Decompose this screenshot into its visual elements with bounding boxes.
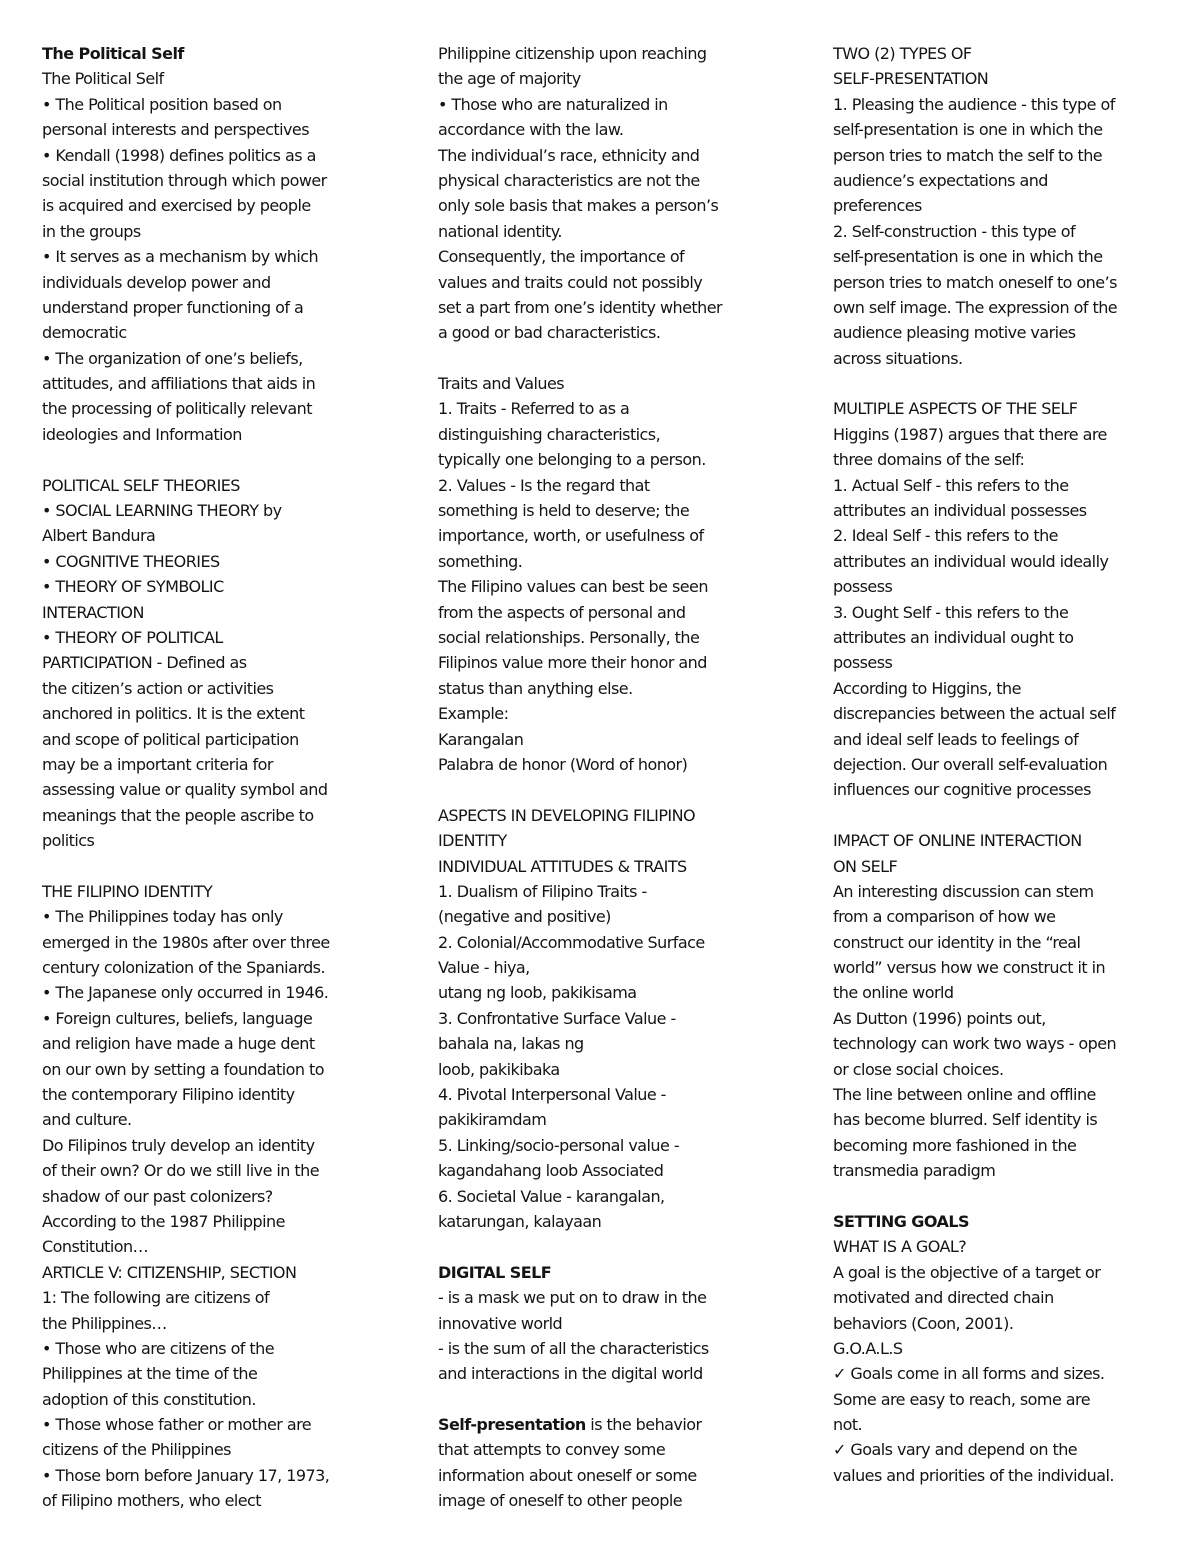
text-line: self-presentation is one in which the — [833, 120, 1103, 140]
text-line: Value - hiya, — [438, 958, 530, 978]
text-line: or close social choices. — [833, 1059, 1004, 1079]
text-line: distinguishing characteristics, — [438, 424, 661, 444]
text-line: INDIVIDUAL ATTITUDES & TRAITS — [438, 856, 687, 876]
text-line: adoption of this constitution. — [42, 1389, 256, 1409]
text-line: The Filipino values can best be seen — [438, 577, 708, 597]
text-line: Constitution… — [42, 1237, 149, 1257]
text-line: behaviors (Coon, 2001). — [833, 1313, 1014, 1333]
text-line: from a comparison of how we — [833, 907, 1056, 927]
text-line: utang ng loob, pakikisama — [438, 983, 637, 1003]
text-line: 4. Pivotal Interpersonal Value - — [438, 1085, 666, 1105]
text-line: image of oneself to other people — [438, 1491, 683, 1511]
text-line: Higgins (1987) argues that there are — [833, 424, 1107, 444]
text-line: dejection. Our overall self-evaluation — [833, 754, 1108, 774]
text-line: politics — [42, 831, 95, 851]
text-line: attributes an individual ought to — [833, 627, 1074, 647]
text-line: • THEORY OF SYMBOLIC — [42, 577, 224, 597]
blank-line — [833, 803, 1178, 828]
text-line: attributes an individual would ideally — [833, 551, 1109, 571]
blank-line — [438, 1234, 783, 1259]
text-line: importance, worth, or usefulness of — [438, 526, 704, 546]
text-line: ✓ Goals come in all forms and sizes. — [833, 1364, 1105, 1384]
text-line: a good or bad characteristics. — [438, 323, 661, 343]
text-line: According to the 1987 Philippine — [42, 1211, 285, 1231]
text-line: • Those born before January 17, 1973, — [42, 1465, 330, 1485]
text-line: • SOCIAL LEARNING THEORY by — [42, 501, 282, 521]
text-line: possess — [833, 653, 893, 673]
text-line: ASPECTS IN DEVELOPING FILIPINO — [438, 805, 696, 825]
text-line: 2. Self-construction - this type of — [833, 221, 1076, 241]
text-line: Philippine citizenship upon reaching — [438, 44, 707, 63]
text-line: 1. Dualism of Filipino Traits - — [438, 881, 647, 901]
text-line: typically one belonging to a person. — [438, 450, 706, 470]
bold-term: Self-presentation — [438, 1415, 586, 1435]
text-line: the citizen’s action or activities — [42, 678, 274, 698]
text-line: emerged in the 1980s after over three — [42, 932, 330, 952]
text-line: 1. Pleasing the audience - this type of — [833, 94, 1115, 114]
text-line: self-presentation is one in which the — [833, 247, 1103, 267]
blank-line — [438, 1387, 783, 1412]
text-line: and culture. — [42, 1110, 132, 1130]
text-line: IMPACT OF ONLINE INTERACTION — [833, 831, 1082, 851]
text-line: bahala na, lakas ng — [438, 1034, 584, 1054]
text-line: 1: The following are citizens of — [42, 1288, 270, 1308]
text-line: THE FILIPINO IDENTITY — [42, 881, 213, 901]
text-line: Example: — [438, 704, 509, 724]
blank-line — [833, 371, 1178, 396]
text-line: century colonization of the Spaniards. — [42, 958, 326, 978]
text-line: discrepancies between the actual self — [833, 704, 1116, 724]
text-line: • Foreign cultures, beliefs, language — [42, 1008, 313, 1028]
text-line: 2. Values - Is the regard that — [438, 475, 650, 495]
text-line: PARTICIPATION - Defined as — [42, 653, 247, 673]
text-line: 1. Traits - Referred to as a — [438, 399, 630, 419]
text-line: Do Filipinos truly develop an identity — [42, 1135, 315, 1155]
text-line: meanings that the people ascribe to — [42, 805, 314, 825]
text-line: social relationships. Personally, the — [438, 627, 700, 647]
text-line: only sole basis that makes a person’s — [438, 196, 719, 216]
text-line: the online world — [833, 983, 954, 1003]
section-heading: DIGITAL SELF — [438, 1262, 552, 1282]
text-line: loob, pakikibaka — [438, 1059, 560, 1079]
text-line: attitudes, and affiliations that aids in — [42, 374, 316, 394]
text-line: - is the sum of all the characteristics — [438, 1338, 709, 1358]
text-line: Palabra de honor (Word of honor) — [438, 754, 688, 774]
text-line: the Philippines… — [42, 1313, 167, 1333]
text-line: • COGNITIVE THEORIES — [42, 551, 220, 571]
text-line: According to Higgins, the — [833, 678, 1021, 698]
text-line: 1. Actual Self - this refers to the — [833, 475, 1069, 495]
text-line: and religion have made a huge dent — [42, 1034, 315, 1054]
text-line: - is a mask we put on to draw in the — [438, 1288, 707, 1308]
text-line: 2. Ideal Self - this refers to the — [833, 526, 1058, 546]
section-heading: The Political Self — [42, 44, 184, 63]
text-line: SELF-PRESENTATION — [833, 69, 989, 89]
text-line: Consequently, the importance of — [438, 247, 685, 267]
text-line-mixed — [438, 1412, 783, 1437]
text-line: three domains of the self: — [833, 450, 1025, 470]
text-line: As Dutton (1996) points out, — [833, 1008, 1046, 1028]
text-line: accordance with the law. — [438, 120, 624, 140]
text-line: ideologies and Information — [42, 424, 242, 444]
text-line: values and traits could not possibly — [438, 272, 703, 292]
text-line: Traits and Values — [438, 374, 565, 394]
text-line: may be a important criteria for — [42, 754, 273, 774]
text-line: anchored in politics. It is the extent — [42, 704, 305, 724]
text-line: • THEORY OF POLITICAL — [42, 627, 223, 647]
text-line: assessing value or quality symbol and — [42, 780, 328, 800]
section-heading: SETTING GOALS — [833, 1211, 969, 1231]
text-line: 6. Societal Value - karangalan, — [438, 1186, 665, 1206]
text-line: • Kendall (1998) defines politics as a — [42, 145, 316, 165]
text-line: Filipinos value more their honor and — [438, 653, 707, 673]
text-line: The Political Self — [42, 69, 164, 89]
text-line: influences our cognitive processes — [833, 780, 1091, 800]
text-line: the age of majority — [438, 69, 581, 89]
text-line: MULTIPLE ASPECTS OF THE SELF — [833, 399, 1078, 419]
text-line: possess — [833, 577, 893, 597]
text-line: G.O.A.L.S — [833, 1338, 903, 1358]
text-line: motivated and directed chain — [833, 1288, 1054, 1308]
blank-line — [833, 1184, 1178, 1209]
text-line: • The Japanese only occurred in 1946. — [42, 983, 329, 1003]
text-line: • Those who are citizens of the — [42, 1338, 275, 1358]
text-line: national identity. — [438, 221, 562, 241]
text-line: social institution through which power — [42, 170, 327, 190]
text-line: • The Philippines today has only — [42, 907, 283, 927]
text-line: ON SELF — [833, 856, 898, 876]
text-line: • Those who are naturalized in — [438, 94, 668, 114]
text-line: Albert Bandura — [42, 526, 156, 546]
text-line: Some are easy to reach, some are — [833, 1389, 1091, 1409]
text-line: own self image. The expression of the — [833, 297, 1118, 317]
text-line: technology can work two ways - open — [833, 1034, 1117, 1054]
blank-line — [42, 854, 387, 879]
text-line: 2. Colonial/Accommodative Surface — [438, 932, 705, 952]
text-line: of their own? Or do we still live in the — [42, 1161, 320, 1181]
text-line: preferences — [833, 196, 922, 216]
text-line: from the aspects of personal and — [438, 602, 686, 622]
text-line: An interesting discussion can stem — [833, 881, 1094, 901]
text-line: audience pleasing motive varies — [833, 323, 1076, 343]
text-line: attributes an individual possesses — [833, 501, 1087, 521]
text-line: values and priorities of the individual. — [833, 1465, 1114, 1485]
text-line: 3. Confrontative Surface Value - — [438, 1008, 676, 1028]
text-line: audience’s expectations and — [833, 170, 1048, 190]
text-line: • The organization of one’s beliefs, — [42, 348, 303, 368]
text-line: and interactions in the digital world — [438, 1364, 703, 1384]
text-line: on our own by setting a foundation to — [42, 1059, 324, 1079]
text-line: and scope of political participation — [42, 729, 299, 749]
text-line: IDENTITY — [438, 831, 507, 851]
text-line: pakikiramdam — [438, 1110, 547, 1130]
text-line: TWO (2) TYPES OF — [833, 44, 972, 63]
text-line: • Those whose father or mother are — [42, 1415, 312, 1435]
blank-line — [438, 346, 783, 371]
text-line: INTERACTION — [42, 602, 144, 622]
blank-line — [438, 777, 783, 802]
text-line: katarungan, kalayaan — [438, 1211, 602, 1231]
text-line: the contemporary Filipino identity — [42, 1085, 295, 1105]
text-line: kagandahang loob Associated — [438, 1161, 664, 1181]
text-line: physical characteristics are not the — [438, 170, 700, 190]
text-line: not. — [833, 1415, 863, 1435]
text-line: world” versus how we construct it in — [833, 958, 1106, 978]
text-line: set a part from one’s identity whether — [438, 297, 723, 317]
text-line: person tries to match oneself to one’s — [833, 272, 1117, 292]
text-line: becoming more fashioned in the — [833, 1135, 1077, 1155]
column-1 — [42, 41, 387, 1514]
text-line: has become blurred. Self identity is — [833, 1110, 1098, 1130]
text-line: The individual’s race, ethnicity and — [438, 145, 700, 165]
text-line: • It serves as a mechanism by which — [42, 247, 319, 267]
text-line: shadow of our past colonizers? — [42, 1186, 273, 1206]
text-line: A goal is the objective of a target or — [833, 1262, 1101, 1282]
text-line: WHAT IS A GOAL? — [833, 1237, 967, 1257]
text-line: that attempts to convey some — [438, 1440, 666, 1460]
text-line: of Filipino mothers, who elect — [42, 1491, 262, 1511]
text-line: understand proper functioning of a — [42, 297, 304, 317]
text-line: transmedia paradigm — [833, 1161, 996, 1181]
text-line: person tries to match the self to the — [833, 145, 1103, 165]
text-line: ✓ Goals vary and depend on the — [833, 1440, 1078, 1460]
text-line: is acquired and exercised by people — [42, 196, 311, 216]
text-line: across situations. — [833, 348, 963, 368]
text-line: in the groups — [42, 221, 141, 241]
text-line: something. — [438, 551, 523, 571]
column-3 — [833, 41, 1178, 1488]
text-line: 5. Linking/socio-personal value - — [438, 1135, 680, 1155]
text-line: the processing of politically relevant — [42, 399, 312, 419]
text-line: and ideal self leads to feelings of — [833, 729, 1079, 749]
line-remainder: is the behavior — [585, 1415, 702, 1435]
text-line: • The Political position based on — [42, 94, 282, 114]
text-line: innovative world — [438, 1313, 563, 1333]
text-line: POLITICAL SELF THEORIES — [42, 475, 240, 495]
text-line: ARTICLE V: CITIZENSHIP, SECTION — [42, 1262, 297, 1282]
text-line: Karangalan — [438, 729, 524, 749]
text-line: status than anything else. — [438, 678, 633, 698]
text-line: something is held to deserve; the — [438, 501, 690, 521]
text-line: construct our identity in the “real — [833, 932, 1081, 952]
text-line: personal interests and perspectives — [42, 120, 310, 140]
column-2 — [438, 41, 783, 1514]
text-line: 3. Ought Self - this refers to the — [833, 602, 1069, 622]
text-line: democratic — [42, 323, 127, 343]
text-line: Philippines at the time of the — [42, 1364, 258, 1384]
blank-line — [42, 447, 387, 472]
text-line: citizens of the Philippines — [42, 1440, 231, 1460]
text-line: individuals develop power and — [42, 272, 271, 292]
text-line: information about oneself or some — [438, 1465, 697, 1485]
text-line: The line between online and offline — [833, 1085, 1096, 1105]
text-line: (negative and positive) — [438, 907, 611, 927]
